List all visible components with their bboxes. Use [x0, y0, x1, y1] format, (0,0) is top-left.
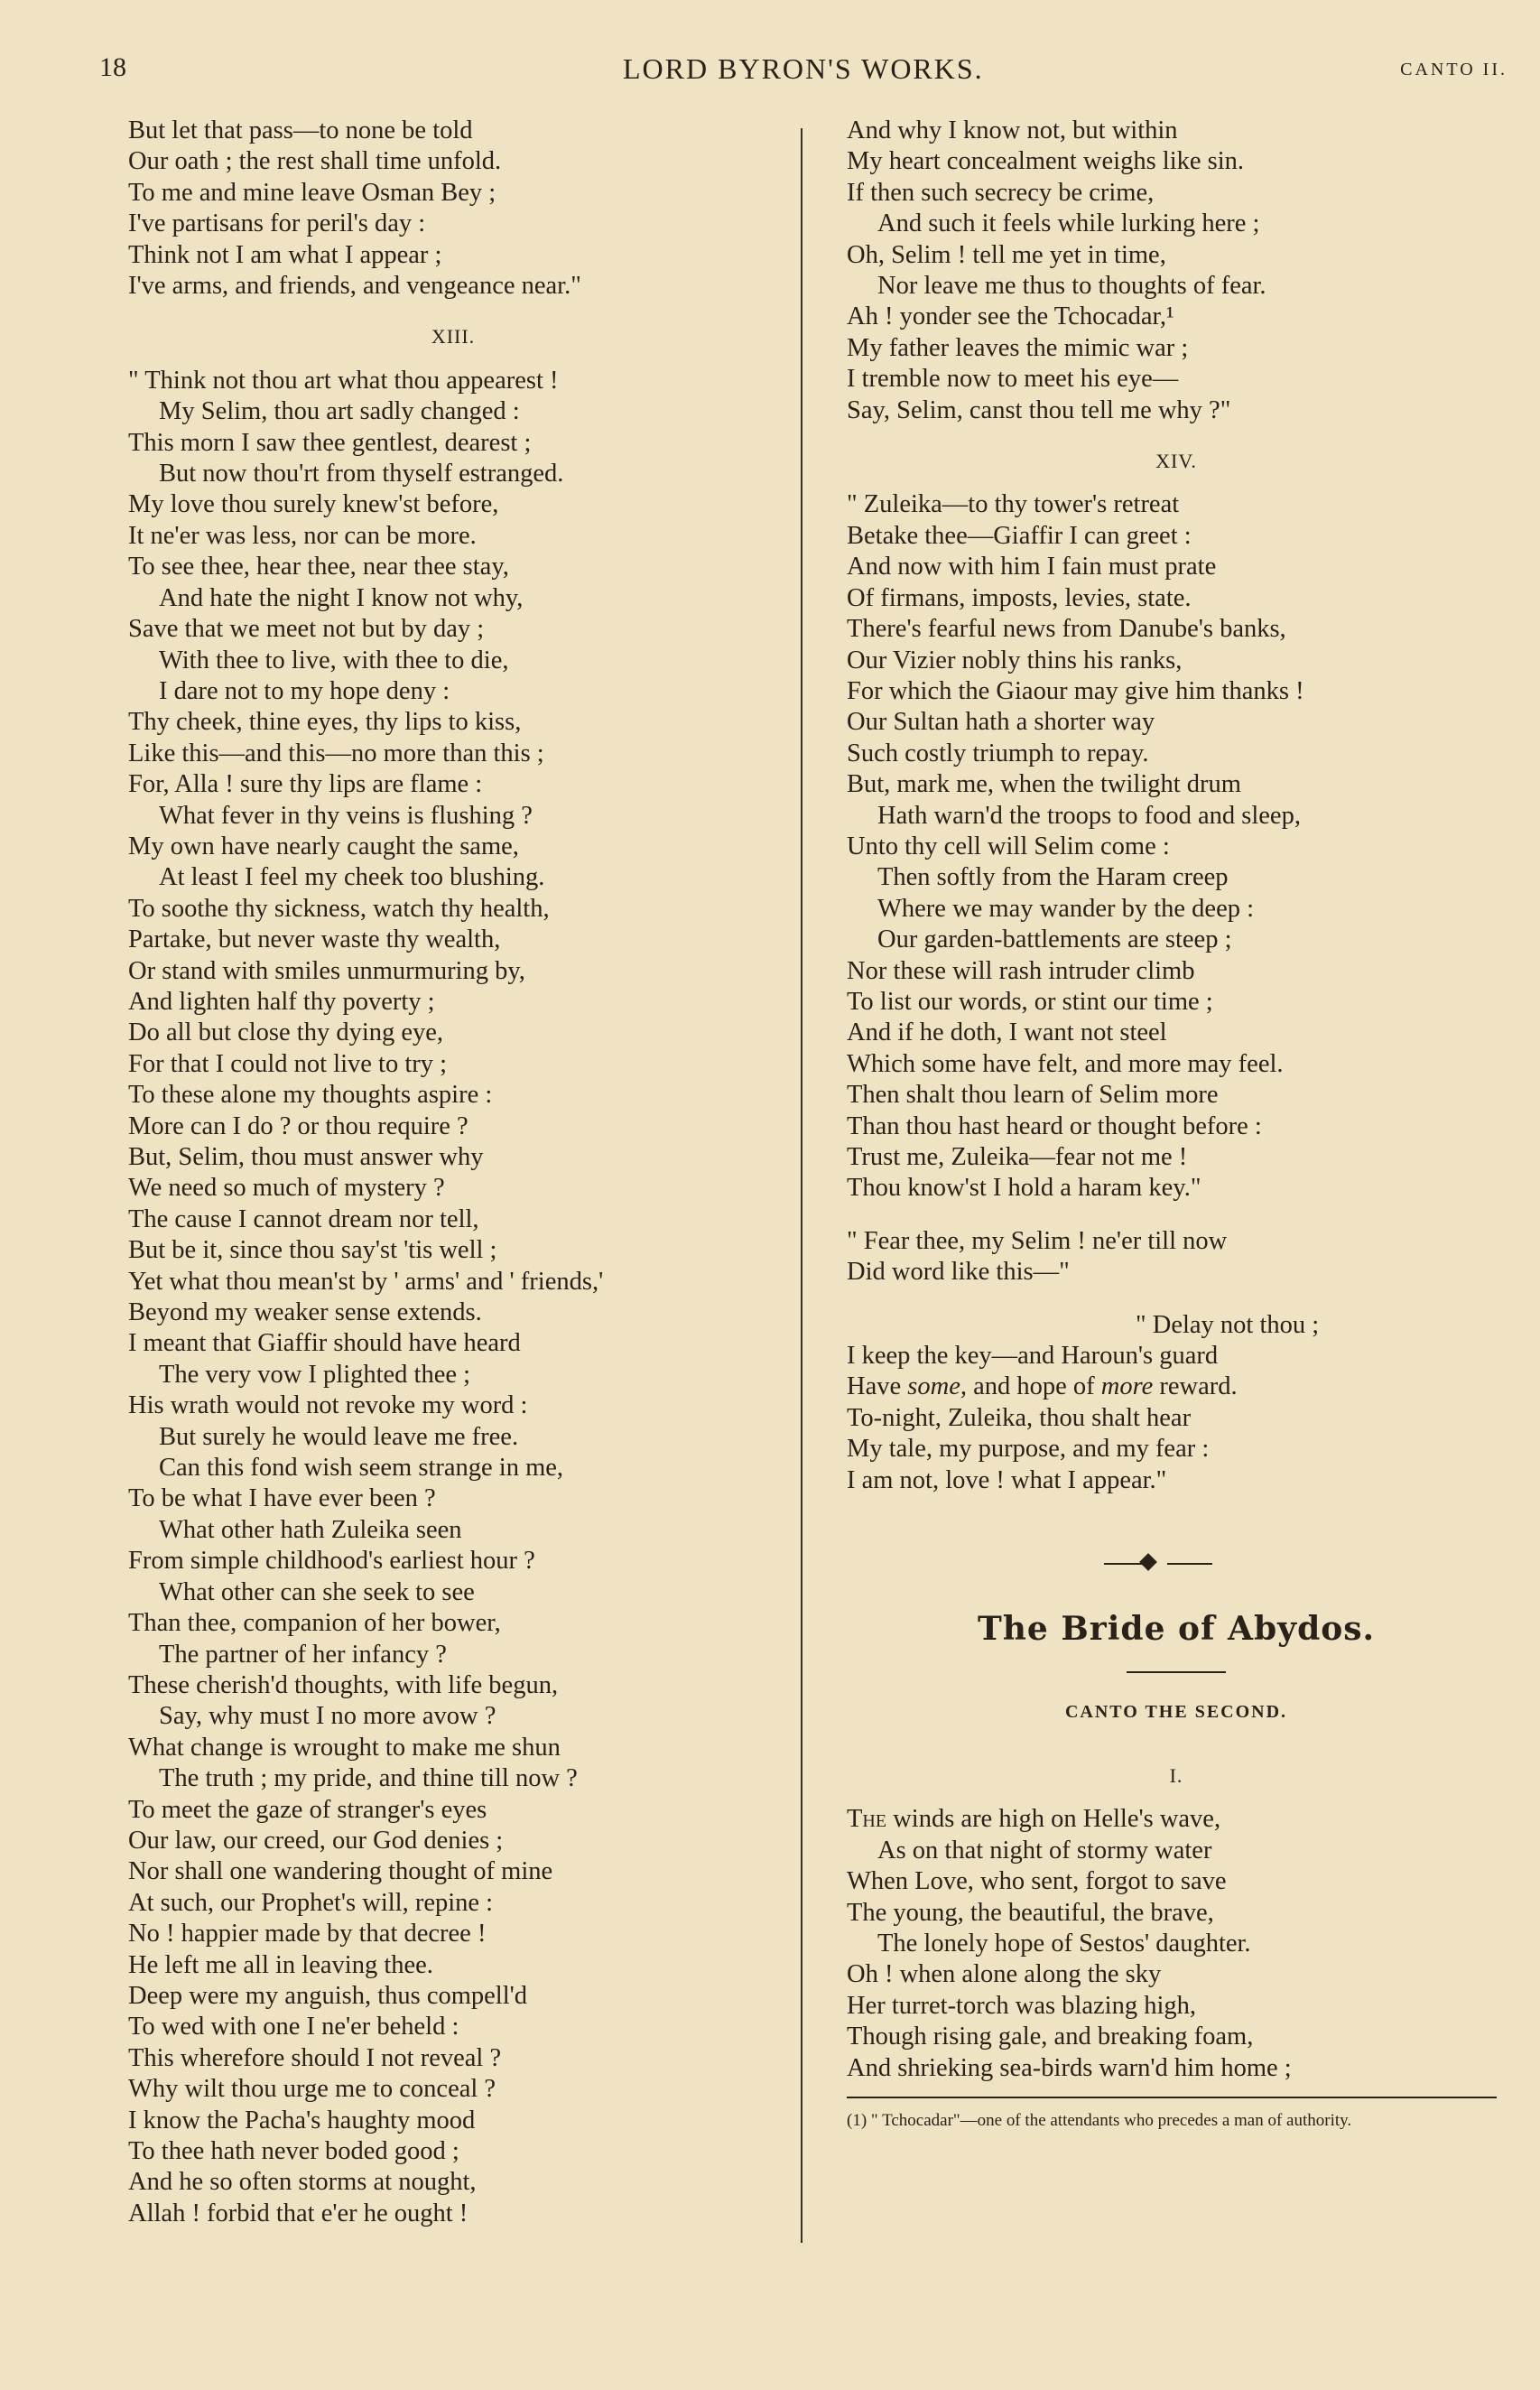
italic-text: more: [1100, 1372, 1154, 1401]
verse-line: Nor leave me thus to thoughts of fear.: [877, 272, 1266, 301]
verse-line: The cause I cannot dream nor tell,: [128, 1204, 479, 1233]
verse-line: What fever in thy veins is flushing ?: [159, 801, 533, 830]
verse-line: And why I know not, but within: [847, 116, 1178, 144]
diamond-icon: [1139, 1553, 1157, 1571]
verse-line: Than thee, companion of her bower,: [128, 1609, 501, 1638]
verse-line: Betake thee—Giaffir I can greet :: [847, 521, 1192, 550]
verse-line: He left me all in leaving thee.: [128, 1950, 433, 1979]
verse-line: Oh ! when alone along the sky: [847, 1960, 1162, 1989]
page-number: 18: [99, 52, 126, 82]
verse-line: To list our words, or stint our time ;: [847, 987, 1213, 1016]
verse-line: Nor shall one wandering thought of mine: [128, 1857, 553, 1886]
verse-line: And if he doth, I want not steel: [847, 1018, 1167, 1047]
verse-line: More can I do ? or thou require ?: [128, 1111, 468, 1140]
italic-text: some,: [907, 1372, 967, 1401]
verse-line: Partake, but never waste thy wealth,: [128, 925, 501, 954]
ornament-divider: [847, 1550, 1506, 1577]
verse-line: The partner of her infancy ?: [159, 1640, 447, 1669]
verse-line: Why wilt thou urge me to conceal ?: [128, 2075, 496, 2104]
verse-line: Ah ! yonder see the Tchocadar,¹: [847, 302, 1174, 331]
verse-line: Allah ! forbid that e'er he ought !: [128, 2199, 468, 2227]
verse-line: I keep the key—and Haroun's guard: [847, 1342, 1219, 1371]
verse-line: Her turret-torch was blazing high,: [847, 1991, 1196, 2020]
verse-line: When Love, who sent, forgot to save: [847, 1867, 1227, 1896]
footnote: (1) " Tchocadar"—one of the attendants who precedes a man of authority.: [847, 2110, 1352, 2130]
verse-line: The lonely hope of Sestos' daughter.: [877, 1929, 1251, 1958]
verse-line: I've arms, and friends, and vengeance near.": [128, 272, 581, 301]
verse-line: Where we may wander by the deep :: [877, 894, 1255, 923]
verse-line: " Zuleika—to thy tower's retreat: [847, 490, 1180, 519]
verse-line: Do all but close thy dying eye,: [128, 1018, 444, 1047]
verse-line: [847, 1372, 1506, 1402]
verse-line: Unto thy cell will Selim come :: [847, 832, 1170, 860]
verse-line: Save that we meet not but by day ;: [128, 615, 485, 644]
text-run: and hope of: [966, 1372, 1101, 1401]
verse-line: Our law, our creed, our God denies ;: [128, 1826, 504, 1855]
text-run: reward.: [1153, 1372, 1238, 1401]
verse-line: There's fearful news from Danube's banks,: [847, 615, 1286, 644]
verse-line: We need so much of mystery ?: [128, 1174, 445, 1203]
verse-line: This morn I saw thee gentlest, dearest ;: [128, 428, 532, 457]
verse-line: As on that night of stormy water: [877, 1836, 1212, 1865]
verse-line: But be it, since thou say'st 'tis well ;: [128, 1236, 497, 1265]
verse-line: From simple childhood's earliest hour ?: [128, 1547, 535, 1576]
verse-line: To meet the gaze of stranger's eyes: [128, 1795, 487, 1824]
verse-line: Say, Selim, canst thou tell me why ?": [847, 395, 1231, 424]
verse-line: Hath warn'd the troops to food and sleep,: [877, 801, 1301, 830]
verse-line: His wrath would not revoke my word :: [128, 1391, 528, 1420]
verse-line: The truth ; my pride, and thine till now ?: [159, 1764, 578, 1793]
verse-line: I am not, love ! what I appear.": [847, 1465, 1167, 1494]
verse-line: Our oath ; the rest shall time unfold.: [128, 147, 502, 176]
verse-line: But let that pass—to none be told: [128, 116, 473, 144]
verse-line: To see thee, hear thee, near thee stay,: [128, 553, 509, 581]
verse-line: And shrieking sea-birds warn'd him home ;: [847, 2053, 1292, 2082]
text-run: Have: [847, 1372, 908, 1401]
verse-line: Beyond my weaker sense extends.: [128, 1298, 482, 1327]
verse-line: This wherefore should I not reveal ?: [128, 2043, 502, 2072]
verse-line: To soothe thy sickness, watch thy health,: [128, 894, 550, 923]
verse-line: Our Vizier nobly thins his ranks,: [847, 646, 1183, 674]
verse-line: And such it feels while lurking here ;: [877, 209, 1260, 238]
verse-line: Though rising gale, and breaking foam,: [847, 2023, 1254, 2051]
verse-line: Did word like this—": [847, 1258, 1070, 1287]
verse-line: What change is wrought to make me shun: [128, 1733, 561, 1762]
verse-line: Then softly from the Haram creep: [877, 863, 1229, 892]
canto-heading: CANTO THE SECOND.: [1064, 1702, 1288, 1723]
verse-line: " Think not thou art what thou appearest !: [128, 366, 559, 395]
right-column: [847, 116, 1506, 2132]
stanza-continuation: [128, 116, 778, 302]
title-rule: [1127, 1671, 1226, 1673]
verse-line: And he so often storms at nought,: [128, 2168, 477, 2197]
stanza-gap: [847, 1288, 1506, 1310]
verse-line: With thee to live, with thee to die,: [159, 646, 509, 674]
page-header: [99, 52, 1508, 88]
verse-line: I meant that Giaffir should have heard: [128, 1329, 521, 1358]
stanza-xiv: [847, 489, 1506, 1204]
verse-line: Oh, Selim ! tell me yet in time,: [847, 240, 1166, 269]
section-number-xiv: XIV.: [1155, 450, 1197, 473]
verse-line: I tremble now to meet his eye—: [847, 365, 1179, 394]
verse-line: I dare not to my hope deny :: [159, 676, 450, 705]
verse-line: For which the Giaour may give him thanks !: [847, 676, 1304, 705]
verse-line: If then such secrecy be crime,: [847, 178, 1155, 207]
verse-line: " Delay not thou ;: [1136, 1310, 1320, 1339]
verse-line: But surely he would leave me free.: [159, 1422, 519, 1451]
verse-line: The young, the beautiful, the brave,: [847, 1898, 1214, 1927]
verse-line: Our garden-battlements are steep ;: [877, 925, 1232, 954]
verse-line: [847, 1804, 1506, 1835]
stanza-xiii: [128, 366, 778, 2229]
verse-line: And now with him I fain must prate: [847, 553, 1217, 581]
verse-line: These cherish'd thoughts, with life begun,: [128, 1670, 559, 1699]
verse-line: But now thou'rt from thyself estranged.: [159, 460, 564, 488]
verse-line: To-night, Zuleika, thou shalt hear: [847, 1403, 1192, 1432]
verse-line: Thy cheek, thine eyes, thy lips to kiss,: [128, 708, 522, 737]
section-number-xiii: XIII.: [431, 325, 476, 349]
verse-line: At least I feel my cheek too blushing.: [159, 863, 545, 892]
verse-line: For that I could not live to try ;: [128, 1049, 448, 1078]
verse-line: To me and mine leave Osman Bey ;: [128, 178, 496, 207]
drop-word: The: [847, 1805, 887, 1834]
verse-line: But, Selim, thou must answer why: [128, 1143, 484, 1171]
verse-line: My heart concealment weighs like sin.: [847, 147, 1245, 176]
stanza-gap: [847, 1204, 1506, 1226]
section-number-i: I.: [1169, 1763, 1183, 1787]
verse-line: Trust me, Zuleika—fear not me !: [847, 1143, 1188, 1171]
verse-line: Yet what thou mean'st by ' arms' and ' friends,': [128, 1267, 604, 1296]
verse-line: I know the Pacha's haughty mood: [128, 2106, 476, 2134]
verse-line: What other can she seek to see: [159, 1577, 475, 1606]
verse-line: It ne'er was less, nor can be more.: [128, 521, 477, 550]
footnote-rule: [847, 2097, 1497, 2098]
verse-line: To wed with one I ne'er beheld :: [128, 2013, 459, 2041]
verse-line: And hate the night I know not why,: [159, 583, 524, 612]
verse-line: Nor these will rash intruder climb: [847, 956, 1195, 985]
stanza-xiii-end: [847, 116, 1506, 426]
running-title: LORD BYRON'S WORKS.: [623, 52, 984, 85]
verse-line: Which some have felt, and more may feel.: [847, 1049, 1284, 1078]
verse-line: Than thou hast heard or thought before :: [847, 1111, 1262, 1140]
verse-line: The very vow I plighted thee ;: [159, 1360, 471, 1389]
verse-line: To these alone my thoughts aspire :: [128, 1081, 493, 1110]
text-run: winds are high on Helle's wave,: [886, 1805, 1221, 1834]
ornament-bar: [1167, 1563, 1212, 1565]
verse-line: " Fear thee, my Selim ! ne'er till now: [847, 1226, 1228, 1255]
verse-line: Of firmans, imposts, levies, state.: [847, 583, 1192, 612]
verse-line: To be what I have ever been ?: [128, 1484, 436, 1513]
verse-line: No ! happier made by that decree !: [128, 1920, 487, 1948]
verse-line: For, Alla ! sure thy lips are flame :: [128, 770, 483, 799]
verse-line: My own have nearly caught the same,: [128, 832, 519, 860]
verse-line: My tale, my purpose, and my fear :: [847, 1435, 1210, 1464]
verse-line: Can this fond wish seem strange in me,: [159, 1454, 564, 1483]
column-divider: [801, 128, 802, 2243]
verse-line: At such, our Prophet's will, repine :: [128, 1888, 494, 1917]
stanza-i: [847, 1804, 1506, 2084]
verse-line: My Selim, thou art sadly changed :: [159, 397, 520, 426]
verse-line: But, mark me, when the twilight drum: [847, 770, 1241, 799]
verse-line: Say, why must I no more avow ?: [159, 1702, 496, 1731]
dialogue-zuleika: [847, 1226, 1506, 1288]
verse-line: Our Sultan hath a shorter way: [847, 708, 1155, 737]
verse-line: Deep were my anguish, thus compell'd: [128, 1981, 528, 2010]
verse-line: I've partisans for peril's day :: [128, 209, 426, 238]
verse-line: Thou know'st I hold a haram key.": [847, 1174, 1201, 1203]
verse-line: Or stand with smiles unmurmuring by,: [128, 956, 525, 985]
dialogue-selim: [847, 1310, 1506, 1496]
left-column: [128, 116, 778, 2229]
verse-line: Such costly triumph to repay.: [847, 739, 1149, 767]
verse-line: My father leaves the mimic war ;: [847, 333, 1189, 362]
verse-line: Think not I am what I appear ;: [128, 240, 442, 269]
verse-line: Like this—and this—no more than this ;: [128, 739, 544, 767]
verse-line: And lighten half thy poverty ;: [128, 987, 435, 1016]
canto-reference: CANTO II.: [1400, 60, 1508, 79]
verse-line: What other hath Zuleika seen: [159, 1515, 462, 1544]
verse-line: To thee hath never boded good ;: [128, 2137, 459, 2165]
verse-line: Then shalt thou learn of Selim more: [847, 1081, 1219, 1110]
verse-line: My love thou surely knew'st before,: [128, 490, 499, 519]
poem-title: The Bride of Abydos.: [977, 1610, 1376, 1649]
